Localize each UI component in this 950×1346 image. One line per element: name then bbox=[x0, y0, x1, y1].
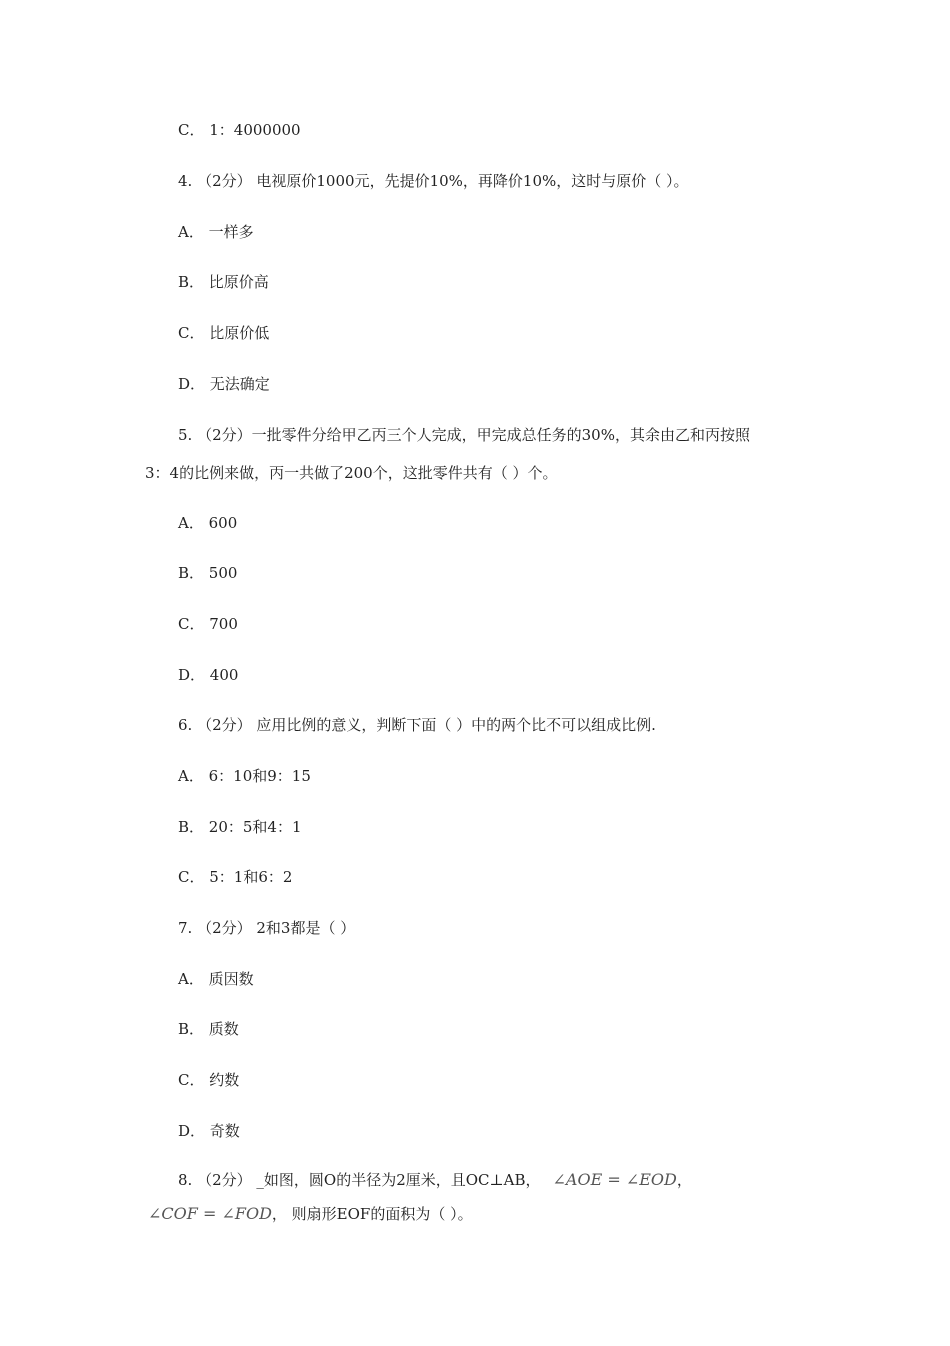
q5-stem-line1: 5. （2分）一批零件分给甲乙丙三个人完成，甲完成总任务的30%，其余由乙和丙按照 bbox=[178, 426, 750, 444]
q5-stem-line2: 3：4的比例来做，丙一共做了200个，这批零件共有（ ）个。 bbox=[145, 464, 558, 482]
q5-option-a: A． 600 bbox=[178, 514, 238, 532]
q4-option-c: C． 比原价低 bbox=[178, 324, 270, 342]
q7-option-b: B． 质数 bbox=[178, 1020, 239, 1038]
q3-option-c: C． 1：4000000 bbox=[178, 121, 301, 139]
q7-option-a: A． 质因数 bbox=[178, 970, 254, 988]
q6-option-a: A． 6：10和9：15 bbox=[178, 767, 311, 785]
q6-option-c: C． 5：1和6：2 bbox=[178, 868, 293, 886]
q8-formula-aoe-eod: ∠AOE = ∠EOD bbox=[552, 1170, 677, 1189]
q7-option-d: D． 奇数 bbox=[178, 1122, 240, 1140]
q7-option-c: C． 约数 bbox=[178, 1071, 240, 1089]
q8-stem-line2 bbox=[148, 1204, 473, 1224]
q8-comma: ， bbox=[676, 1171, 692, 1189]
q4-option-a: A． 一样多 bbox=[178, 223, 254, 241]
q8-stem-text2: ， 则扇形EOF的面积为（ ）。 bbox=[271, 1205, 473, 1223]
q8-formula-cof-fod: ∠COF = ∠FOD bbox=[148, 1204, 272, 1223]
q8-stem-line1 bbox=[178, 1170, 692, 1190]
q4-option-d: D． 无法确定 bbox=[178, 375, 270, 393]
q6-option-b: B． 20：5和4：1 bbox=[178, 818, 302, 836]
q6-stem: 6. （2分） 应用比例的意义，判断下面（ ）中的两个比不可以组成比例. bbox=[178, 716, 656, 734]
q8-stem-text1: 8. （2分） _如图，圆O的半径为2厘米，且OC⊥AB， bbox=[178, 1171, 541, 1189]
q5-option-d: D． 400 bbox=[178, 666, 239, 684]
q5-option-c: C． 700 bbox=[178, 615, 238, 633]
q4-stem: 4. （2分） 电视原价1000元，先提价10%，再降价10%，这时与原价（ ）。 bbox=[178, 172, 689, 190]
q7-stem: 7. （2分） 2和3都是（ ） bbox=[178, 919, 356, 937]
q5-option-b: B． 500 bbox=[178, 564, 238, 582]
q4-option-b: B． 比原价高 bbox=[178, 273, 269, 291]
